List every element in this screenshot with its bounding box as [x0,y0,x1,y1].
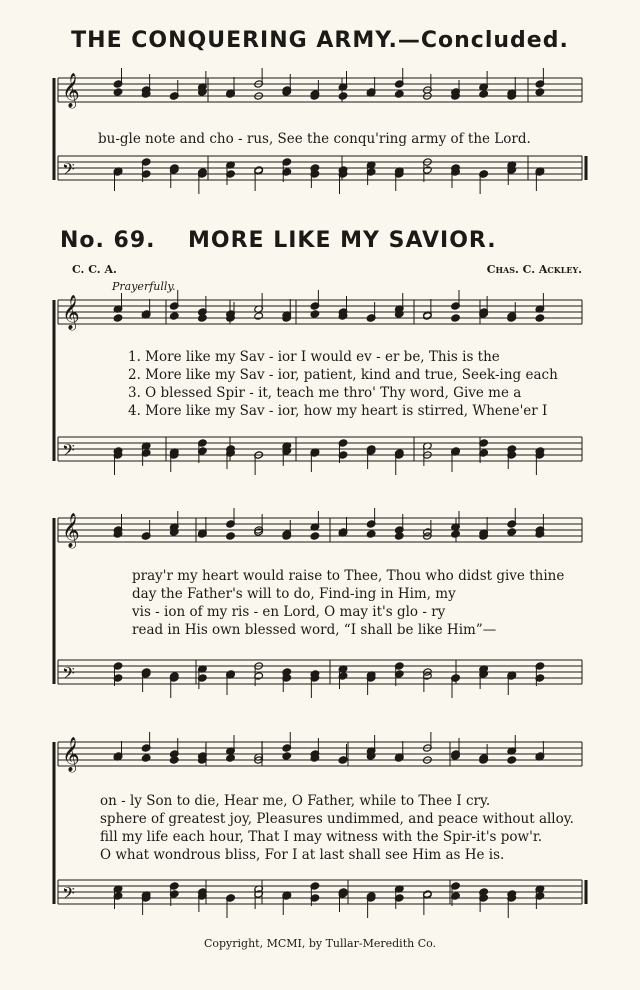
note-head [451,530,461,538]
note-head [113,314,123,322]
top-lyric-line: bu-gle note and cho - rus, See the conqu'ring army of the Lord. [98,131,531,147]
treble-clef-icon: 𝄞 [62,737,80,772]
note-head [226,754,236,762]
treble-clef-icon: 𝄞 [62,73,80,108]
copyright-notice: Copyright, MCMI, by Tullar-Meredith Co. [203,937,437,950]
note-head [141,754,151,762]
verse-line: vis - ion of my ris - en Lord, O may it's glo - ry [132,604,446,620]
page-title: THE CONQUERING ARMY.—Concluded. [71,28,569,53]
note-head [310,310,320,318]
bass-clef-icon: 𝄢 [62,663,75,687]
hymn-title: MORE LIKE MY SAVIOR. [188,228,497,253]
author-credit: C. C. A. [72,263,117,276]
verse-line: 4. More like my Sav - ior, how my heart is stirred, Whene'er I [128,403,548,419]
note-head [282,752,292,760]
bass-clef-icon: 𝄢 [62,440,75,464]
bass-clef-icon: 𝄢 [62,159,75,183]
verse-line: O what wondrous bliss, For I at last shall see Him as He is. [100,847,505,863]
composer-credit: Chas. C. Ackley. [486,263,582,276]
treble-clef-icon: 𝄞 [62,513,80,548]
note-head [113,88,123,96]
note-head [507,756,517,764]
verse-line: 1. More like my Sav - ior I would ev - er be, This is the [128,349,500,365]
verse-line: on - ly Son to die, Hear me, O Father, while to Thee I cry. [100,793,491,809]
note-head [310,532,320,540]
treble-clef-icon: 𝄞 [62,295,80,330]
note-head [226,532,236,540]
note-head [451,314,461,322]
verse-line: day the Father's will to do, Find-ing in Him, my [132,586,456,602]
verse-line: pray'r my heart would raise to Thee, Thou who didst give thine [132,568,565,584]
note-head [394,90,404,98]
verse-line: 3. O blessed Spir - it, teach me thro' Thy word, Give me a [128,385,522,401]
verse-line: fill my life each hour, That I may witness with the Spir-it's pow'r. [100,829,543,845]
note-head [338,92,348,100]
bass-clef-icon: 𝄢 [62,883,75,907]
tempo-marking: Prayerfully. [112,280,176,293]
note-head [479,90,489,98]
note-head [535,314,545,322]
hymn-number: No. 69. [60,228,156,253]
note-head [169,312,179,320]
verse-line: sphere of greatest joy, Pleasures undimmed, and peace without alloy. [100,811,574,827]
note-head [507,528,517,536]
verse-line: read in His own blessed word, “I shall be like Him”— [132,622,497,638]
note-head [535,88,545,96]
note-head [366,530,376,538]
verse-line: 2. More like my Sav - ior, patient, kind and true, Seek-ing each [128,367,558,383]
note-head [254,312,264,320]
